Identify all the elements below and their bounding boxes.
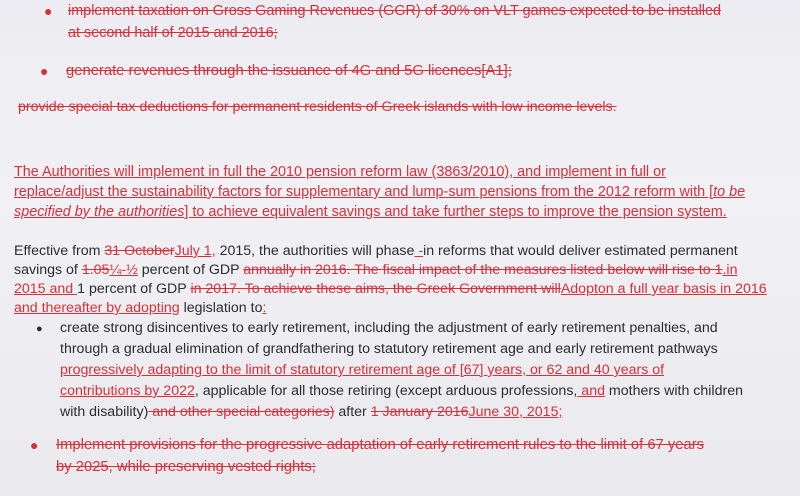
sub-bullet-line: through a gradual elimination of grandfathering to statutory retirement age and early retirement pathways: [60, 341, 718, 357]
inserted-text: .in: [722, 262, 738, 278]
text: in reforms that would deliver estimated permanent: [423, 243, 738, 259]
inserted-text: ;: [558, 404, 563, 420]
deleted-text-line: by 2025, while preserving vested rights;: [56, 459, 316, 475]
inserted-text: -: [414, 243, 424, 259]
inserted-text: and thereafter by adopting: [14, 300, 180, 316]
bullet-dot: ●: [30, 437, 39, 453]
inserted-text: ¼-½: [109, 262, 138, 278]
punctuation: ;: [507, 63, 512, 79]
text: legislation to: [179, 300, 263, 316]
deleted-text: annually in 2016. The fiscal impact of the measures listed below will rise to 1: [243, 262, 723, 278]
deleted-text: 1 January 2016: [370, 404, 469, 420]
comment-marker[interactable]: [A1]: [481, 63, 508, 79]
deleted-text: 1.05: [81, 262, 110, 278]
inserted-text: replace/adjust the sustainability factors for supplementary and lump-sum pensions from the 2012 reform with [: [14, 184, 714, 200]
deleted-text-line: [66, 62, 512, 80]
inserted-text: July 1,: [174, 243, 216, 259]
inserted-text-line: [14, 203, 727, 221]
deleted-text: 31 October: [104, 243, 175, 259]
inserted-text: and: [577, 383, 605, 399]
inserted-text: on a full year basis in 2016: [597, 281, 767, 297]
inserted-italic-text: specified by the authorities: [14, 204, 185, 220]
text: after: [334, 404, 371, 420]
deleted-paragraph: provide special tax deductions for permanent residents of Greek islands with low income levels.: [18, 99, 617, 115]
deleted-text: in 2017. To achieve these aims, the Greek Government will: [190, 281, 561, 297]
deleted-text-line: at second half of 2015 and 2016;: [68, 25, 278, 41]
inserted-text-line: [14, 183, 745, 201]
effective-line-2: [14, 261, 737, 279]
text: Effective from: [14, 243, 105, 259]
deleted-text-line: Implement provisions for the progressive adaptation of early retirement rules to the limit of 67 years: [56, 437, 705, 453]
deleted-text: and other special categories): [148, 404, 335, 420]
text: percent of GDP: [137, 262, 244, 278]
inserted-text: 2015 and: [14, 281, 78, 297]
inserted-text: ] to achieve equivalent savings and take further steps to improve the pension system.: [184, 204, 727, 220]
text: , applicable for all those retiring (except arduous professions,: [194, 383, 578, 399]
effective-line-1: [14, 242, 738, 260]
text: 2015, the authorities will phase: [215, 243, 415, 259]
inserted-italic-text: to be: [713, 184, 746, 200]
text: savings of: [14, 262, 82, 278]
inserted-text: :: [262, 300, 267, 316]
inserted-text: Adopt: [560, 281, 598, 297]
sub-bullet-line: create strong disincentives to early retirement, including the adjustment of early retirement penalties, and: [60, 320, 718, 336]
bullet-dot: ●: [44, 3, 53, 19]
inserted-text: June 30, 2015: [468, 404, 559, 420]
inserted-text-line: progressively adapting to the limit of statutory retirement age of [67] years, or 62 and 40 years of: [60, 362, 665, 378]
text: mothers with children: [604, 383, 743, 399]
sub-bullet-line: [60, 403, 562, 421]
bullet-dot: ●: [36, 323, 43, 335]
text: with disability): [60, 404, 149, 420]
sub-bullet-line: [60, 382, 743, 400]
deleted-text-line: implement taxation on Gross Gaming Revenues (GGR) of 30% on VLT games expected to be installed: [68, 3, 721, 19]
inserted-text: contributions by 2022: [60, 383, 195, 399]
effective-line-4: [14, 299, 266, 317]
deleted-text: generate revenues through the issuance of 4G and 5G licences: [66, 63, 482, 79]
inserted-text-line: The Authorities will implement in full the 2010 pension reform law (3863/2010), and implement in full or: [14, 164, 666, 180]
bullet-dot: ●: [40, 63, 49, 79]
effective-line-3: [14, 280, 767, 298]
text: 1 percent of GDP: [77, 281, 191, 297]
